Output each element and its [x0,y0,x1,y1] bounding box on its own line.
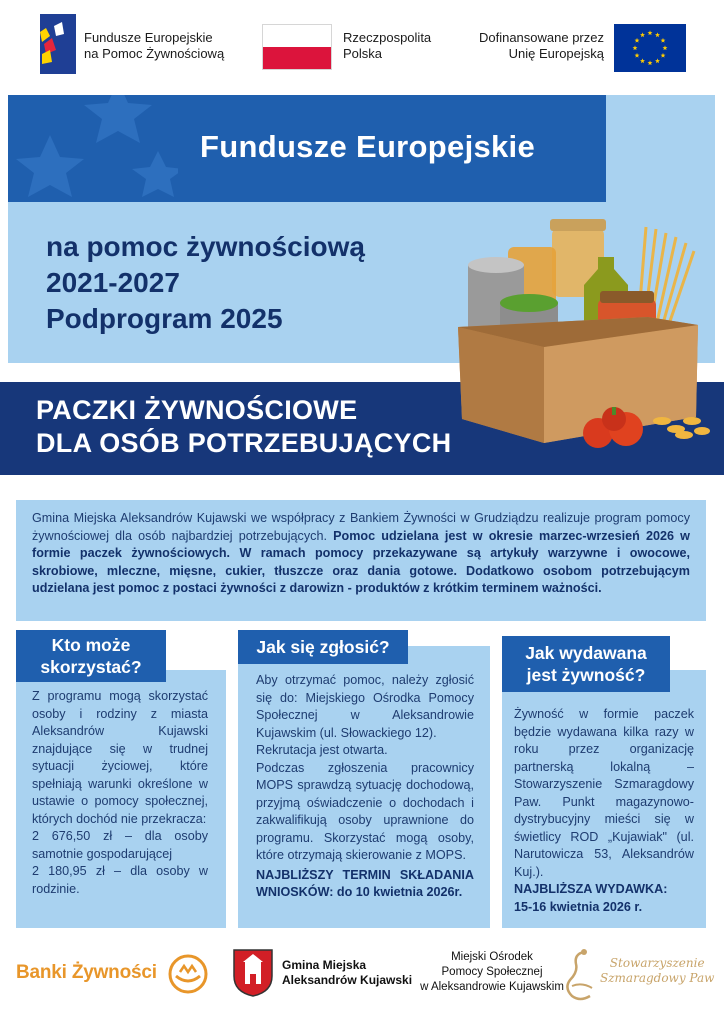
how-paragraph-3: Podczas zgłoszenia pracownicy MOPS sprawdzą sytuację dochodową, przyjmą oświadczenie o dochodach i zakwalifikują osoby uprawnione do programu. Skorzystać mogą osoby, które otrzymają skierowanie z MOPS. [256,760,474,862]
szmaragdowy-paw-logo-text [600,956,714,986]
eu-flag-icon [614,24,686,72]
food-box-illustration-icon [448,207,724,457]
column-distribution [502,630,706,928]
banki-zywnosci-logo-icon [168,954,208,994]
who-paragraph: Z programu mogą skorzystać osoby i rodziny z miasta Aleksandrów Kujawski znajdujące się w trudnej sytuacji życiowej, które spełniają warunki określone w ustawie o pomocy społecznej, których dochód nie przekracza: [32,689,208,826]
fe-line-1: Fundusze Europejskie [84,30,213,45]
hero-subtitle-line: 2021-2027 [46,267,180,298]
mops-line: w Aleksandrowie Kujawskim [420,981,564,993]
column-how-heading: Jak się zgłosić? [238,630,408,664]
heading-line: Kto może [51,635,131,655]
rzeczpospolita-text [343,30,431,62]
fundusze-europejskie-logo-text [84,30,224,62]
heading-line: skorzystać? [40,657,142,677]
distribution-next-label: NAJBLIŻSZA WYDAWKA: [514,882,668,896]
gmina-logo-text [282,958,412,988]
hero-section [0,95,724,480]
mops-line: Miejski Ośrodek [451,951,533,963]
gmina-crest-icon [232,948,274,998]
column-who-can-benefit [16,630,226,928]
heading-line: jest żywność? [526,665,646,685]
polish-flag-icon [262,24,332,70]
hero-banner-title [36,394,451,460]
peacock-logo-icon [564,946,598,1002]
distribution-paragraph: Żywność w formie paczek będzie wydawana kilka razy w roku przez organizację partnerską lokalną – Stowarzyszenie Szmaragdowy Paw. Punkt magazynowo-dystrybucyjny mieści się w świetlicy ROD „Kujawiak" (ul. Narutowicza 53, Aleksandrów Kuj.). [514,707,694,879]
decorative-stars-icon [8,95,178,202]
fundusze-europejskie-logo-icon [36,14,76,74]
hero-title: Fundusze Europejskie [200,129,536,164]
intro-box [16,500,706,621]
distribution-next-date: 15-16 kwietnia 2026 r. [514,899,643,914]
intro-bold-text: Pomoc udzielana jest w okresie marzec-wrzesień 2026 w formie paczek żywnościowych. W ramach pomocy przekazywane są artykuły warzywne i owocowe, skrobiowe, mleczne, mięsne, cukier, tłuszcze oraz dania gotowe. Dodatkowo osobom potrzebującym udzielana jest pomoc z postaci żywności z darowizn - produktów z krótkim terminem ważności. [32,528,690,595]
who-income-single: 2 676,50 zł – dla osoby samotnie gospodarującej [32,829,208,861]
column-who-text [32,688,208,898]
fe-line-2: na Pomoc Żywnościową [84,46,225,61]
column-distribution-heading [502,636,670,692]
mops-line: Pomocy Społecznej [441,966,543,978]
hero-subtitle-line: Podprogram 2025 [46,303,283,334]
hero-banner-line: PACZKI ŻYWNOŚCIOWE [36,395,358,425]
how-paragraph-1: Aby otrzymać pomoc, należy zgłosić się do: Miejskiego Ośrodka Pomocy Społecznej w Aleksandrowie Kujawskim (ul. Słowackiego 12). [256,673,474,740]
gmina-line: Gmina Miejska [282,958,367,972]
mops-logo-text [412,950,572,995]
how-deadline: NAJBLIŻSZY TERMIN SKŁADANIA WNIOSKÓW: do 10 kwietnia 2026r. [256,867,474,899]
hero-subtitle-line: na pomoc żywnościową [46,231,365,262]
szmaragd-line: Stowarzyszenie [609,956,705,970]
column-how-to-apply [238,630,490,928]
eu-cofinanced-text [479,30,604,62]
how-paragraph-2: Rekrutacja jest otwarta. [256,743,388,757]
eu-line-2: Unię Europejską [508,46,604,61]
banki-zywnosci-logo-text: Banki Żywności [16,962,157,983]
pl-line-1: Rzeczpospolita [343,30,432,45]
heading-line: Jak wydawana [525,643,647,663]
column-distribution-text [514,706,694,916]
pl-line-2: Polska [343,46,383,61]
column-how-text [256,672,474,902]
hero-banner-line: DLA OSÓB POTRZEBUJĄCYCH [36,428,452,458]
eu-line-1: Dofinansowane przez [478,30,604,45]
gmina-line: Aleksandrów Kujawski [282,973,413,987]
szmaragd-line: Szmaragdowy Paw [600,971,715,985]
footer-logos [0,938,724,1024]
logo-header [0,0,724,92]
who-income-family: 2 180,95 zł – dla osoby w rodzinie. [32,864,208,896]
hero-subtitle [46,229,365,337]
intro-plain-text: Gmina Miejska Aleksandrów Kujawski we współpracy z Bankiem Żywności w Grudziądzu realizuje program pomocy żywnościowej dla osób najbardziej potrzebujących. [32,511,690,543]
column-who-heading [16,630,166,682]
